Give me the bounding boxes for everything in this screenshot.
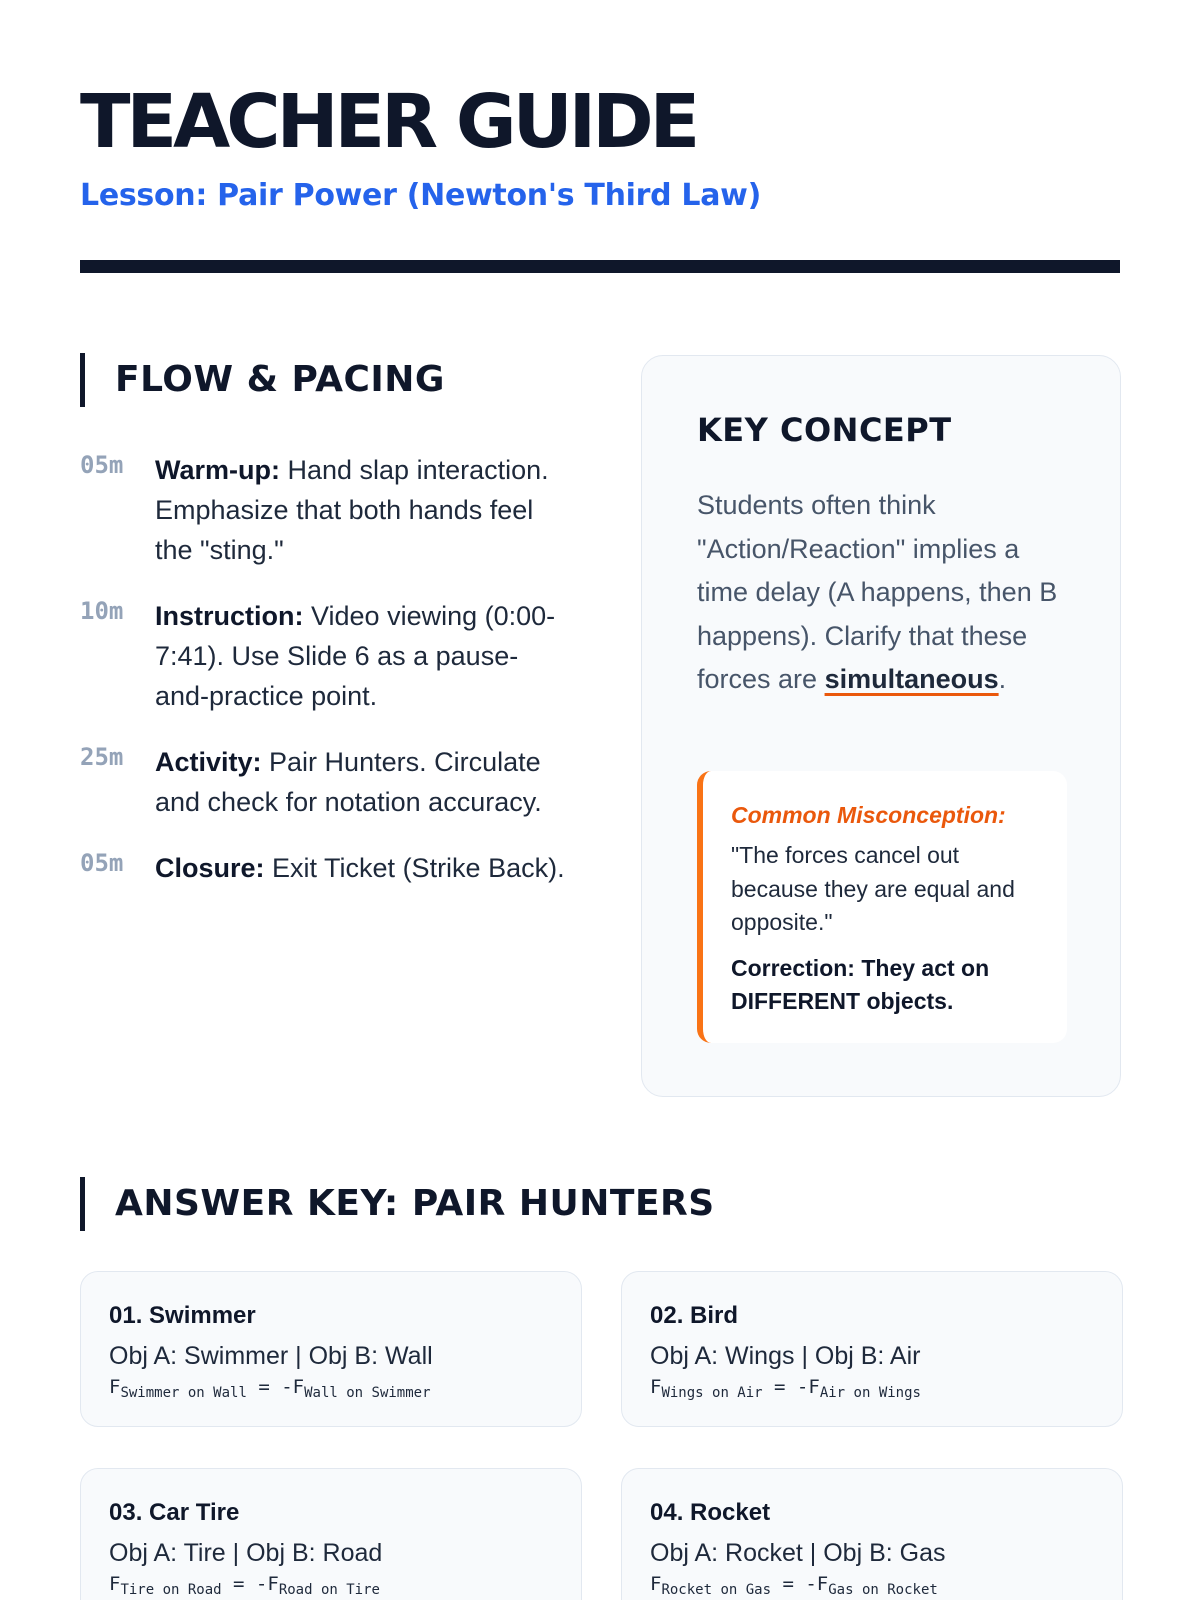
pacing-item: [80, 848, 580, 888]
key-concept-text: Students often think "Action/Reaction" implies a time delay (A happens, then B happens). Clarify that these forces are: [697, 490, 1058, 694]
pacing-item: [80, 742, 580, 822]
answer-card-equation: [650, 1571, 1122, 1600]
force-subscript: Swimmer on Wall: [120, 1385, 247, 1401]
force-subscript: Gas on Rocket: [828, 1582, 938, 1598]
force-subscript: Road on Tire: [278, 1582, 380, 1598]
pacing-text: [155, 742, 565, 822]
pacing-item: [80, 596, 580, 716]
pacing-description: Video viewing (0:00-7:41). Use Slide 6 as a pause-and-practice point.: [155, 601, 556, 711]
pacing-label: Closure:: [155, 853, 265, 883]
misconception-correction: Correction: They act on DIFFERENT objects.: [731, 954, 990, 1014]
pacing-text: [155, 450, 565, 570]
answer-card-title: 01. Swimmer: [109, 1302, 256, 1329]
key-concept-period: .: [998, 664, 1007, 694]
answer-card-equation: [650, 1374, 1122, 1406]
answer-card-objects: Obj A: Tire | Obj B: Road: [109, 1539, 383, 1567]
answer-card: [621, 1468, 1123, 1600]
answer-card-title: 02. Bird: [650, 1302, 739, 1329]
equation-operator: = -F: [246, 1376, 305, 1398]
answer-card-title: 03. Car Tire: [109, 1499, 240, 1526]
answer-card: [80, 1271, 582, 1427]
answer-card-equation: [109, 1571, 581, 1600]
pacing-time: 05m: [80, 849, 124, 877]
pacing-time: 25m: [80, 743, 124, 771]
key-concept-body: [697, 484, 1077, 702]
misconception-callout: [697, 771, 1067, 1043]
answer-card: [80, 1468, 582, 1600]
force-symbol: F: [650, 1573, 662, 1595]
pacing-item: [80, 450, 580, 570]
title-divider: [80, 260, 1120, 273]
key-concept-emphasis: simultaneous: [824, 664, 999, 694]
force-subscript: Tire on Road: [120, 1582, 222, 1598]
pacing-list: [80, 450, 580, 914]
force-subscript: Wings on Air: [661, 1385, 763, 1401]
pacing-label: Activity:: [155, 747, 262, 777]
pacing-time: 05m: [80, 451, 124, 479]
pacing-description: Pair Hunters. Circulate and check for notation accuracy.: [155, 747, 542, 817]
flow-pacing-heading: FLOW & PACING: [80, 353, 445, 407]
pacing-description: Hand slap interaction. Emphasize that both hands feel the "sting.": [155, 455, 549, 565]
equation-operator: = -F: [221, 1573, 279, 1595]
force-symbol: F: [109, 1573, 121, 1595]
pacing-label: Instruction:: [155, 601, 304, 631]
misconception-quote: "The forces cancel out because they are equal and opposite.": [731, 842, 1015, 935]
equation-operator: = -F: [771, 1573, 829, 1595]
pacing-time: 10m: [80, 597, 124, 625]
force-subscript: Rocket on Gas: [661, 1582, 772, 1598]
pacing-description: Exit Ticket (Strike Back).: [264, 853, 565, 883]
force-subscript: Air on Wings: [819, 1385, 921, 1401]
pacing-label: Warm-up:: [155, 455, 280, 485]
equation-operator: = -F: [762, 1376, 820, 1398]
force-symbol: F: [650, 1376, 662, 1398]
force-symbol: F: [109, 1376, 121, 1398]
misconception-label: Common Misconception:: [731, 802, 1006, 828]
pacing-text: [155, 848, 565, 888]
lesson-subtitle: Lesson: Pair Power (Newton's Third Law): [80, 178, 762, 213]
answer-card: [621, 1271, 1123, 1427]
key-concept-title: KEY CONCEPT: [697, 411, 952, 449]
answer-card-title: 04. Rocket: [650, 1499, 771, 1526]
answer-card-objects: Obj A: Rocket | Obj B: Gas: [650, 1539, 946, 1567]
answer-card-equation: [109, 1374, 581, 1406]
pacing-text: [155, 596, 565, 716]
page-title: TEACHER GUIDE: [80, 79, 697, 165]
key-concept-card: [641, 355, 1121, 1097]
force-subscript: Wall on Swimmer: [304, 1385, 431, 1401]
answer-card-objects: Obj A: Swimmer | Obj B: Wall: [109, 1342, 433, 1370]
answer-key-heading: ANSWER KEY: PAIR HUNTERS: [80, 1177, 715, 1231]
answer-card-objects: Obj A: Wings | Obj B: Air: [650, 1342, 921, 1370]
